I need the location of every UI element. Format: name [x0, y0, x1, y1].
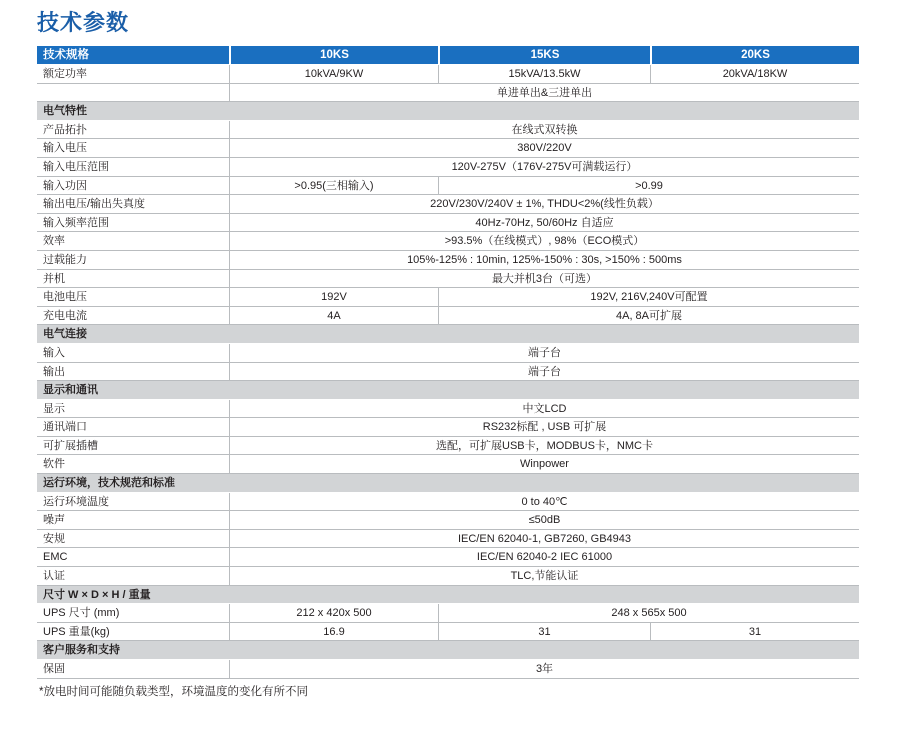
row-value: 中文LCD	[229, 400, 859, 418]
table-row	[37, 623, 859, 642]
header-model-10ks: 10KS	[229, 46, 438, 64]
row-value: 380V/220V	[229, 139, 859, 157]
row-value: 3年	[229, 660, 859, 678]
row-value: 4A	[229, 307, 438, 325]
row-value: 192V	[229, 288, 438, 306]
section-header-row	[37, 325, 859, 344]
row-value: TLC,节能认证	[229, 567, 859, 585]
table-header-row	[37, 46, 859, 65]
row-value: 20kVA/18KW	[650, 65, 859, 83]
table-row	[37, 511, 859, 530]
row-label: 效率	[43, 235, 65, 248]
row-value: 选配，可扩展USB卡，MODBUS卡，NMC卡	[229, 437, 859, 455]
table-row	[37, 195, 859, 214]
row-value: >0.99	[438, 177, 859, 195]
row-value: RS232标配 , USB 可扩展	[229, 418, 859, 436]
table-row	[37, 288, 859, 307]
table-row	[37, 177, 859, 196]
table-row	[37, 65, 859, 84]
row-value: Winpower	[229, 455, 859, 473]
row-value: IEC/EN 62040-2 IEC 61000	[229, 548, 859, 566]
row-label: 输出电压/输出失真度	[43, 198, 146, 211]
row-value: 31	[438, 623, 650, 641]
section-header-row	[37, 641, 859, 660]
row-label: 输出	[43, 365, 65, 378]
row-label: UPS 重量(kg)	[43, 625, 110, 638]
footnote: *放电时间可能随负载类型，环境温度的变化有所不同	[39, 686, 308, 698]
table-row	[37, 363, 859, 382]
row-label: 输入功因	[43, 179, 87, 192]
table-row	[37, 418, 859, 437]
header-model-20ks: 20KS	[650, 46, 859, 64]
row-label: 软件	[43, 458, 65, 471]
table-row	[37, 530, 859, 549]
row-label: 输入电压	[43, 142, 87, 155]
table-row	[37, 548, 859, 567]
table-row	[37, 493, 859, 512]
row-value: IEC/EN 62040-1, GB7260, GB4943	[229, 530, 859, 548]
row-label: UPS 尺寸 (mm)	[43, 607, 120, 620]
section-header-row	[37, 586, 859, 605]
section-title: 显示和通讯	[43, 384, 98, 397]
row-label: 电池电压	[43, 291, 87, 304]
row-value: 4A, 8A可扩展	[438, 307, 859, 325]
row-value: 192V, 216V,240V可配置	[438, 288, 859, 306]
row-label: 额定功率	[43, 68, 87, 80]
row-value: 248 x 565x 500	[438, 604, 859, 622]
section-title: 运行环境，技术规范和标准	[43, 477, 175, 490]
row-label: 输入电压范围	[43, 160, 109, 173]
row-label: 充电电流	[43, 309, 87, 322]
table-row	[37, 660, 859, 679]
row-label: 并机	[43, 272, 65, 285]
section-title: 电气特性	[43, 105, 87, 118]
row-value: 16.9	[229, 623, 438, 641]
table-row	[37, 455, 859, 474]
row-value: ≤50dB	[229, 511, 859, 529]
row-label: 运行环境温度	[43, 495, 109, 508]
row-label	[37, 84, 229, 102]
table-row	[37, 139, 859, 158]
row-label: 显示	[43, 402, 65, 415]
table-row	[37, 604, 859, 623]
section-title: 客户服务和支持	[43, 644, 120, 657]
row-value: 212 x 420x 500	[229, 604, 438, 622]
table-row	[37, 567, 859, 586]
row-value: 105%-125% : 10min, 125%-150% : 30s, >150% : 500ms	[229, 251, 859, 269]
row-label: 输入	[43, 346, 65, 359]
row-value: 端子台	[229, 363, 859, 381]
row-label: 可扩展插槽	[43, 439, 98, 452]
row-value: 15kVA/13.5kW	[438, 65, 650, 83]
table-row	[37, 121, 859, 140]
page-title: 技术参数	[37, 11, 130, 36]
row-value: >93.5%（在线模式）, 98%（ECO模式）	[229, 232, 859, 250]
row-label: 通讯端口	[43, 421, 87, 434]
row-value: 0 to 40℃	[229, 493, 859, 511]
table-row	[37, 400, 859, 419]
row-value: 端子台	[229, 344, 859, 362]
table-body	[37, 65, 859, 679]
row-label: 产品拓扑	[43, 123, 87, 136]
table-row	[37, 84, 859, 103]
row-value: 31	[650, 623, 859, 641]
row-value: 在线式双转换	[229, 121, 859, 139]
row-label: 过载能力	[43, 253, 87, 266]
row-label: 保固	[43, 663, 65, 675]
row-label: EMC	[43, 551, 68, 564]
table-row	[37, 158, 859, 177]
table-row	[37, 270, 859, 289]
section-header-row	[37, 381, 859, 400]
section-header-row	[37, 102, 859, 121]
row-value: 10kVA/9KW	[229, 65, 438, 83]
table-row	[37, 251, 859, 270]
table-row	[37, 437, 859, 456]
row-label: 认证	[43, 570, 65, 583]
row-value: 120V-275V（176V-275V可满载运行）	[229, 158, 859, 176]
row-label: 噪声	[43, 514, 65, 527]
row-value: 40Hz-70Hz, 50/60Hz 自适应	[229, 214, 859, 232]
header-model-15ks: 15KS	[438, 46, 650, 64]
section-title: 电气连接	[43, 328, 87, 341]
row-value: 单进单出&三进单出	[229, 84, 859, 102]
row-value: 220V/230V/240V ± 1%, THDU<2%(线性负载）	[229, 195, 859, 213]
row-value: >0.95(三相输入)	[229, 177, 438, 195]
table-row	[37, 232, 859, 251]
table-row	[37, 214, 859, 233]
header-label: 技术规格	[43, 49, 89, 61]
row-label: 安规	[43, 532, 65, 545]
row-value: 最大并机3台（可选）	[229, 270, 859, 288]
row-label: 输入频率范围	[43, 216, 109, 229]
section-header-row	[37, 474, 859, 493]
table-row	[37, 344, 859, 363]
section-title: 尺寸 W × D × H / 重量	[43, 588, 151, 601]
spec-table	[37, 46, 859, 679]
table-row	[37, 307, 859, 326]
